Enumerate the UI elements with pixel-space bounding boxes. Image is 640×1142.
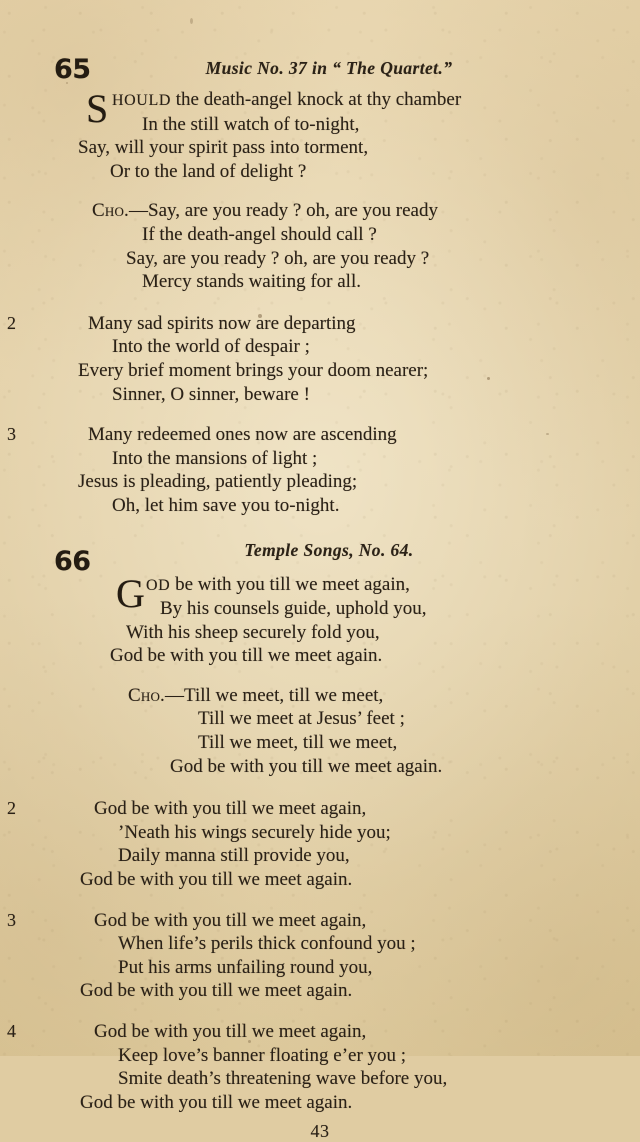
- hymn-number: 65: [54, 54, 91, 85]
- dropcap-smallcaps: HOULD: [112, 92, 171, 109]
- verse-line: God be with you till we meet again.: [80, 1091, 353, 1113]
- dropcap-letter: S: [86, 86, 109, 131]
- hymn-66-verse-4: [0, 1020, 640, 1114]
- dropcap-smallcaps: OD: [146, 576, 171, 594]
- verse-line: In the still watch of to-night,: [142, 113, 360, 135]
- hymn-66-verse-3: [0, 909, 640, 1003]
- verse-line: ’Neath his wings securely hide you;: [118, 821, 391, 843]
- hymn-source-note: Music No. 37 in “ The Quartet.”: [205, 58, 453, 78]
- verse-number: 4: [7, 1021, 16, 1041]
- verse-line: Into the mansions of light ;: [112, 447, 318, 469]
- verse-body: [66, 312, 640, 406]
- verse-line: Or to the land of delight ?: [110, 160, 307, 182]
- verse-line: When life’s perils thick confound you ;: [118, 933, 416, 955]
- chorus-line-text: Say, are you ready ? oh, are you ready: [148, 200, 438, 222]
- verse-line: With his sheep securely fold you,: [126, 621, 380, 643]
- verse-line: Smite death’s threatening wave before you,: [118, 1068, 448, 1090]
- verse-line: Many redeemed ones now are ascending: [88, 424, 397, 446]
- verse-line: Oh, let him save you to-night.: [112, 494, 340, 516]
- hymn-65-header: [0, 56, 640, 86]
- verse-line: Sinner, O sinner, beware !: [112, 383, 310, 405]
- chorus-line: Mercy stands waiting for all.: [142, 271, 361, 293]
- verse-line: God be with you till we meet again,: [94, 798, 367, 820]
- hymn-source-note: Temple Songs, No. 64.: [244, 539, 414, 560]
- verse-line: God be with you till we meet again.: [110, 645, 383, 667]
- verse-line: [0, 573, 640, 598]
- verse-line: Put his arms unfailing round you,: [118, 956, 373, 978]
- verse-line-text: the death-angel knock at thy chamber: [171, 89, 462, 110]
- verse-line: Jesus is pleading, patiently pleading;: [78, 471, 358, 493]
- chorus-dash: —: [165, 684, 184, 706]
- verse-line-text: be with you till we meet again,: [170, 573, 410, 595]
- chorus-label: Cho.: [128, 684, 165, 706]
- chorus-line: [0, 199, 640, 223]
- chorus-label: Cho.: [92, 200, 129, 222]
- chorus-line: God be with you till we meet again.: [170, 755, 443, 777]
- hymn-65: [0, 56, 640, 518]
- verse-body: [72, 797, 640, 891]
- hymn-65-chorus: [0, 199, 640, 293]
- chorus-line: Till we meet at Jesus’ feet ;: [198, 708, 405, 730]
- page-number: 43: [310, 1121, 330, 1142]
- verse-body: [66, 423, 640, 517]
- verse-line: Into the world of despair ;: [112, 336, 310, 358]
- hymn-66-verse-1: [0, 570, 640, 668]
- chorus-line: If the death-angel should call ?: [142, 223, 377, 245]
- chorus-line: Say, are you ready ? oh, are you ready ?: [126, 247, 430, 269]
- verse-line: Say, will your spirit pass into torment,: [78, 137, 369, 159]
- hymn-66-verse-2: [0, 797, 640, 891]
- verse-line: Every brief moment brings your doom nearer;: [78, 359, 429, 381]
- verse-line: God be with you till we meet again.: [80, 980, 353, 1002]
- verse-number: 2: [7, 312, 16, 333]
- verse-line: Many sad spirits now are departing: [88, 312, 356, 334]
- chorus-dash: —: [129, 200, 148, 222]
- dropcap-letter: G: [116, 570, 145, 616]
- hymn-66: [0, 540, 640, 1115]
- hymn-65-verse-2: [0, 312, 640, 406]
- verse-line: Daily manna still provide you,: [118, 845, 350, 867]
- verse-line: God be with you till we meet again.: [80, 869, 353, 891]
- verse-body: [72, 1020, 640, 1114]
- chorus-line-text: Till we meet, till we meet,: [184, 684, 384, 706]
- hymn-66-chorus: [0, 684, 640, 778]
- chorus-line: [0, 684, 640, 708]
- verse-body: [72, 909, 640, 1003]
- hymn-number: 66: [54, 545, 91, 577]
- chorus-line: Till we meet, till we meet,: [198, 732, 398, 754]
- verse-number: 3: [7, 909, 16, 930]
- verse-line: God be with you till we meet again,: [94, 909, 367, 931]
- hymn-65-verse-3: [0, 423, 640, 517]
- verse-line: God be with you till we meet again,: [94, 1021, 367, 1042]
- verse-line: Keep love’s banner floating e’er you ;: [118, 1044, 407, 1066]
- hymn-66-header: [0, 539, 640, 577]
- verse-line: By his counsels guide, uphold you,: [160, 598, 427, 620]
- verse-number: 2: [7, 798, 16, 819]
- hymn-65-verse-1: [0, 88, 640, 183]
- verse-number: 3: [7, 424, 16, 445]
